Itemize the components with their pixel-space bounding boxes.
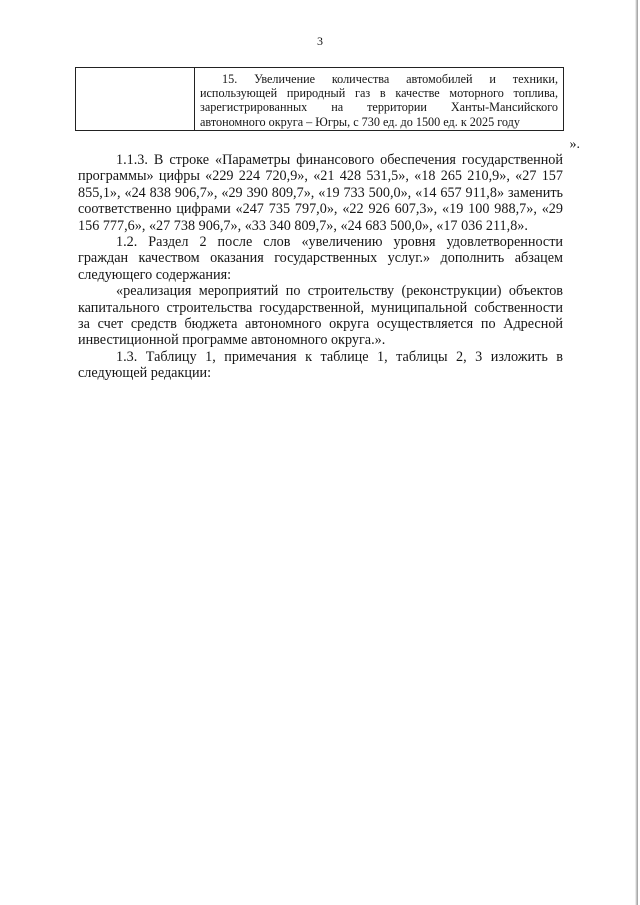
indicator-table (75, 67, 564, 131)
page-number: 3 (317, 34, 323, 48)
paragraph-quoted-addition: «реализация мероприятий по строительству (реконструкции) объектов капитального строительства государственной, муниципальной собственности за счет средств бюджета автономного округа осуществляется по Адресной инвестиционной программе автономного округа.». (78, 283, 563, 349)
table-cell-indicator-text: 15. Увеличение количества автомобилей и техники, использующей природный газ в качестве моторного топлива, зарегистрированных на территории Ханты-Мансийского автономного округа – Югры, с 730 ед. до 1500 ед. к 2025 году (200, 72, 558, 129)
paragraph-1-1-3: 1.1.3. В строке «Параметры финансового обеспечения государственной программы» цифры «229 224 720,9», «21 428 531,5», «18 265 210,9», «27 157 855,1», «24 838 906,7», «29 390 809,7», «19 733 500,0», «14 657 911,8» заменить соответственно цифрами «247 735 797,0», «22 926 607,3», «19 100 988,7», «29 156 777,6», «27 738 906,7», «33 340 809,7», «24 683 500,0», «17 036 211,8». (78, 152, 563, 234)
document-body (78, 152, 563, 382)
scan-page-edge (635, 0, 638, 905)
table-cell-empty (76, 68, 194, 130)
paragraph-1-3: 1.3. Таблицу 1, примечания к таблице 1, таблицы 2, 3 изложить в следующей редакции: (78, 348, 563, 382)
paragraph-1-2: 1.2. Раздел 2 после слов «увеличению уровня удовлетворенности граждан качеством оказания государственных услуг.» дополнить абзацем следующего содержания: (78, 234, 563, 283)
table-closing-quote: ». (569, 137, 580, 152)
table-column-divider (194, 68, 195, 130)
